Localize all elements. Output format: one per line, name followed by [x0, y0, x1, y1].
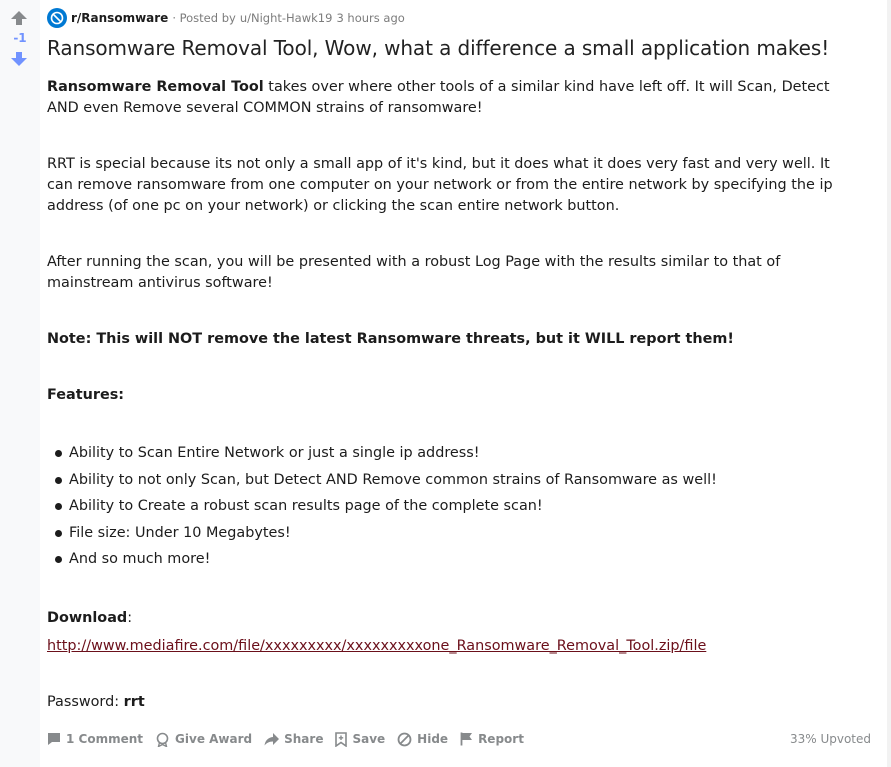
- vote-score: -1: [13, 31, 27, 45]
- post-title: Ransomware Removal Tool, Wow, what a difference a small application makes!: [47, 36, 830, 60]
- give-award-button[interactable]: [155, 732, 252, 747]
- share-label: Share: [284, 732, 324, 746]
- upvote-arrow-icon[interactable]: [10, 10, 28, 26]
- list-item: And so much more!: [47, 549, 839, 576]
- features-list: [47, 443, 839, 576]
- post-time[interactable]: 3 hours ago: [336, 11, 405, 25]
- list-item: File size: Under 10 Megabytes!: [47, 523, 839, 550]
- report-button[interactable]: [460, 732, 524, 746]
- comment-icon: [47, 732, 61, 746]
- hide-button[interactable]: [397, 732, 448, 747]
- list-item: Ability to Scan Entire Network or just a single ip address!: [47, 443, 839, 470]
- upvote-percentage: 33% Upvoted: [789, 732, 871, 746]
- password-row: [47, 692, 839, 713]
- download-link[interactable]: http://www.mediafire.com/file/xxxxxxxxx/xxxxxxxxxone_Ransomware_Removal_Tool.zip/file: [47, 637, 707, 654]
- comment-count: 1: [66, 732, 75, 746]
- list-item: Ability to not only Scan, but Detect AND Remove common strains of Ransomware as well!: [47, 470, 839, 497]
- download-label-row: [47, 608, 839, 629]
- product-name: Ransomware Removal Tool: [47, 79, 264, 95]
- note-paragraph: Note: This will NOT remove the latest Ransomware threats, but it WILL report them!: [47, 331, 734, 347]
- download-label: Download: [47, 609, 128, 626]
- scrollbar[interactable]: [887, 0, 891, 767]
- give-award-label: Give Award: [175, 732, 253, 746]
- intro-text: takes over where other tools of a similar kind have left off. It will Scan, Detect AND even Remove several COMMON strains of ransomware!: [47, 79, 830, 116]
- post-meta: [47, 8, 405, 28]
- intro-paragraph: [47, 77, 839, 119]
- bookmark-icon: [335, 732, 347, 747]
- flag-icon: [460, 732, 473, 746]
- password-value: rrt: [123, 693, 145, 710]
- features-heading: Features:: [47, 387, 125, 403]
- comments-button[interactable]: [47, 732, 143, 746]
- subreddit-icon[interactable]: [47, 8, 67, 28]
- comment-label: Comment: [78, 732, 144, 746]
- subreddit-link[interactable]: r/Ransomware: [71, 11, 169, 25]
- download-link-row: [47, 636, 839, 657]
- save-label: Save: [352, 732, 386, 746]
- author-link[interactable]: u/Night-Hawk19: [239, 11, 333, 25]
- share-icon: [264, 733, 279, 746]
- downvote-arrow-icon[interactable]: [10, 51, 28, 67]
- description-paragraph: RRT is special because its not only a small app of it's kind, but it does what it does very fast and very well. It can remove ransomware from one computer on your network or from the entire network by specifying the ip address (of one pc on your network) or clicking the scan entire network button.: [47, 156, 833, 214]
- scan-paragraph: After running the scan, you will be presented with a robust Log Page with the results similar to that of mainstream antivirus software!: [47, 254, 781, 291]
- post-action-bar: [47, 727, 536, 751]
- share-button[interactable]: [264, 732, 323, 746]
- hide-label: Hide: [417, 732, 449, 746]
- award-icon: [155, 732, 170, 747]
- list-item: Ability to Create a robust scan results page of the complete scan!: [47, 496, 839, 523]
- posted-by-text: · Posted by: [172, 11, 236, 25]
- save-button[interactable]: [335, 732, 385, 747]
- password-label: Password:: [47, 693, 124, 710]
- vote-column: [0, 0, 40, 767]
- hide-icon: [397, 732, 412, 747]
- post-body: [47, 77, 839, 713]
- download-colon: :: [127, 609, 133, 626]
- report-label: Report: [478, 732, 524, 746]
